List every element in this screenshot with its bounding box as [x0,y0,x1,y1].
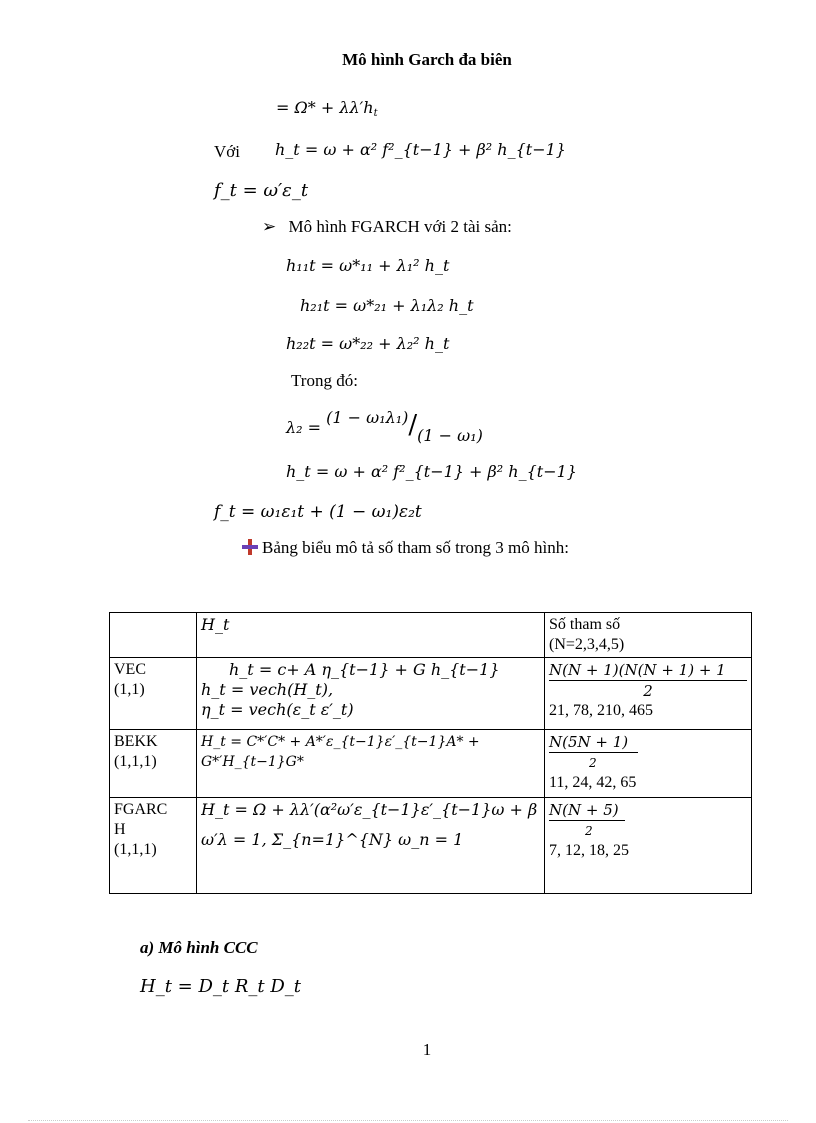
equation-7-den: (1 − ω₁) [417,426,483,445]
equation-5: h₂₁t = ω*₂₁ + λ₁λ₂ h_t [300,296,474,315]
row-formula [197,730,545,798]
equation-7-lhs: λ₂ = [286,418,322,437]
model-name: BEKK [114,733,158,750]
header-count-range: (N=2,3,4,5) [549,636,625,653]
equation-1-text: = Ω* + λλ′h [276,98,374,117]
count-numerator: N(N + 5) [549,800,625,821]
row-formula [197,658,545,730]
formula-line-1: h_t = c+ A η_{t−1} + G h_{t−1} [229,660,500,679]
page-border-line [28,1120,788,1121]
voi-label: Với [214,142,240,161]
plus-bullet-icon [242,539,258,555]
equation-7-num: (1 − ω₁λ₁) [326,408,409,427]
row-param-count [545,798,752,894]
formula-line-1: H_t = C*′C* + A*′ε_{t−1}ε′_{t−1}A* + G*′H_{t−1}G* [201,734,480,770]
equation-4: h₁₁t = ω*₁₁ + λ₁² h_t [286,256,450,275]
equation-3: f_t = ω′ε_t [214,180,309,201]
count-denominator: 2 [589,756,597,770]
header-cell-count [545,613,752,658]
row-param-count [545,658,752,730]
arrow-bullet-icon: ➢ [262,217,277,236]
header-cell-ht: H_t [197,613,545,658]
equation-1-sub: t [373,108,378,119]
bullet-2 [242,538,569,558]
formula-line-2: ω′λ = 1, Σ_{n=1}^{N} ω_n = 1 [201,830,464,849]
count-values: 11, 24, 42, 65 [549,774,637,791]
trong-do-label: Trong đó: [291,371,358,390]
count-denominator: 2 [643,682,653,700]
section-heading-a: a) Mô hình CCC [140,938,258,957]
row-model-name [110,798,197,894]
row-model-name [110,658,197,730]
table-row [110,730,752,798]
parameter-table [109,612,752,894]
equation-7 [286,408,483,445]
equation-6: h₂₂t = ω*₂₂ + λ₂² h_t [286,334,450,353]
formula-line-1: H_t = Ω + λλ′(α²ω′ε_{t−1}ε′_{t−1}ω + β [201,800,538,819]
model-name-cont: H [114,821,126,838]
bullet-1-text: Mô hình FGARCH với 2 tài sản: [288,217,512,236]
equation-1 [276,98,378,119]
row-formula [197,798,545,894]
model-order: (1,1) [114,681,145,698]
table-header-row [110,613,752,658]
model-name: VEC [114,661,146,678]
slash-symbol: / [408,410,418,440]
count-values: 7, 12, 18, 25 [549,842,629,859]
header-count-label: Số tham số [549,616,621,633]
row-model-name [110,730,197,798]
equation-2: h_t = ω + α² f²_{t−1} + β² h_{t−1} [275,140,566,159]
equation-8: h_t = ω + α² f²_{t−1} + β² h_{t−1} [286,462,577,481]
formula-line-3: η_t = vech(ε_t ε′_t) [201,700,354,719]
row-param-count [545,730,752,798]
formula-line-2: h_t = vech(H_t), [201,680,334,699]
page-number: 1 [422,1040,432,1059]
table-row [110,798,752,894]
header-cell-empty [110,613,197,658]
count-denominator: 2 [585,824,593,838]
count-numerator: N(5N + 1) [549,732,638,753]
bullet-1 [262,217,512,237]
page-title: Mô hình Garch đa biên [342,50,512,69]
table-row [110,658,752,730]
model-order: (1,1,1) [114,753,157,770]
count-values: 21, 78, 210, 465 [549,702,653,719]
bullet-2-text: Bảng biểu mô tả số tham số trong 3 mô hình: [262,538,569,557]
equation-10: H_t = D_t R_t D_t [140,976,302,997]
count-numerator: N(N + 1)(N(N + 1) + 1 [549,660,747,681]
equation-9: f_t = ω₁ε₁t + (1 − ω₁)ε₂t [214,502,422,522]
model-order: (1,1,1) [114,841,157,858]
model-name: FGARC [114,801,168,818]
